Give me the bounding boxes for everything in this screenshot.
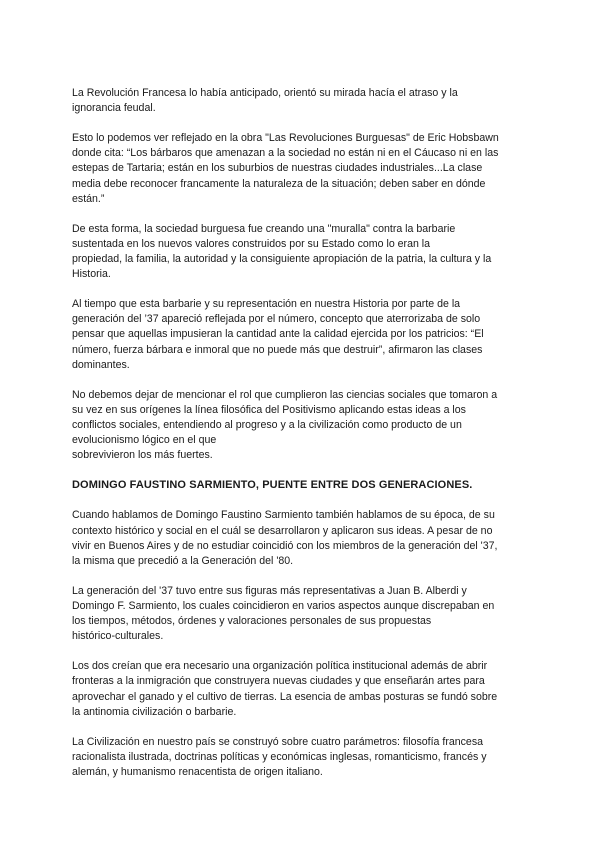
text-line: vivir en Buenos Aires y de no estudiar coincidió con los miembros de la generación del '37, <box>72 539 498 552</box>
paragraph-barbarie-numero <box>72 297 530 373</box>
text-line: su vez en sus orígenes la línea filosófica del Positivismo aplicando estas ideas a los <box>72 403 466 416</box>
text-line: están.” <box>72 192 105 205</box>
text-line: La generación del '37 tuvo entre sus figuras más representativas a Juan B. Alberdi y <box>72 584 467 597</box>
text-line: racionalista ilustrada, doctrinas políticas y económicas inglesas, romanticismo, francés y <box>72 750 487 763</box>
text-line: estepas de Tartaria; están en los suburbios de nuestras ciudades industriales...La clase <box>72 162 483 175</box>
text-line: la antinomia civilización o barbarie. <box>72 705 237 718</box>
text-line: histórico-culturales. <box>72 630 164 643</box>
text-line: Domingo F. Sarmiento, los cuales coincidieron en varios aspectos aunque discrepaban en <box>72 600 495 613</box>
text-line: Al tiempo que esta barbarie y su representación en nuestra Historia por parte de la <box>72 298 461 311</box>
text-line: ignorancia feudal. <box>72 102 156 115</box>
text-line: pensar que aquellas impusieran la cantidad ante la calidad ejercida por los patricios: “El <box>72 328 484 341</box>
text-line: evolucionismo lógico en el que <box>72 434 217 447</box>
document-page <box>72 86 530 795</box>
text-line: alemán, y humanismo renacentista de origen italiano. <box>72 766 323 779</box>
text-line: Esto lo podemos ver reflejado en la obra "Las Revoluciones Burguesas" de Eric Hobsbawn <box>72 132 499 144</box>
text-line: No debemos dejar de mencionar el rol que cumplieron las ciencias sociales que tomaron a <box>72 388 498 401</box>
paragraph-civilizacion <box>72 735 530 781</box>
text-line: Cuando hablamos de Domingo Faustino Sarmiento también hablamos de su época, de su <box>72 509 495 522</box>
text-line: los tiempos, métodos, órdenes y valoraciones personales de sus propuestas <box>72 615 432 628</box>
text-line: sustentada en los nuevos valores construidos por su Estado como lo eran la <box>72 237 431 250</box>
text-line: La Revolución Francesa lo había anticipado, orientó su mirada hacía el atraso y la <box>72 87 458 99</box>
paragraph-muralla <box>72 222 530 283</box>
paragraph-sarmiento-epoca <box>72 508 530 569</box>
paragraph-revolucion-francesa <box>72 86 530 116</box>
paragraph-organizacion-politica <box>72 659 530 720</box>
text-line: media debe reconocer francamente la naturaleza de la situación; deben saber en dónde <box>72 177 486 190</box>
text-line: sobrevivieron los más fuertes. <box>72 449 213 462</box>
text-line: la misma que precedió a la Generación del '80. <box>72 555 294 568</box>
text-line: número, fuerza bárbara e inmoral que no puede más que destruir”, afirmaron las clases <box>72 343 483 356</box>
text-line: propiedad, la familia, la autoridad y la consiguiente apropiación de la patria, la cultura y la <box>72 253 492 266</box>
paragraph-hobsbawn-quote <box>72 131 530 207</box>
text-line: conflictos sociales, entendiendo al progreso y a la civilización como producto de un <box>72 419 462 432</box>
text-line: Historia. <box>72 268 111 281</box>
text-line: aprovechar el ganado y el cultivo de tierras. La esencia de ambas posturas se fundó sobre <box>72 690 498 703</box>
text-line: La Civilización en nuestro país se construyó sobre cuatro parámetros: filosofía francesa <box>72 735 484 748</box>
text-line: De esta forma, la sociedad burguesa fue creando una "muralla" contra la barbarie <box>72 222 456 235</box>
text-line: Los dos creían que era necesario una organización política institucional además de abrir <box>72 660 488 673</box>
paragraph-generacion-37 <box>72 584 530 645</box>
text-line: donde cita: “Los bárbaros que amenazan a la sociedad no están ni en el Cáucaso ni en las <box>72 147 499 160</box>
text-line: dominantes. <box>72 358 130 371</box>
text-line: fronteras a la inmigración que construyera nuevas ciudades y que enseñarán artes para <box>72 675 485 688</box>
section-heading: DOMINGO FAUSTINO SARMIENTO, PUENTE ENTRE DOS GENERACIONES. <box>72 479 473 492</box>
text-line: generación del ’37 apareció reflejada por el número, concepto que aterrorizaba de solo <box>72 313 481 326</box>
text-line: contexto histórico y social en el cuál se desarrollaron y aplicaron sus ideas. A pesar de no <box>72 524 493 537</box>
paragraph-positivismo <box>72 388 530 464</box>
